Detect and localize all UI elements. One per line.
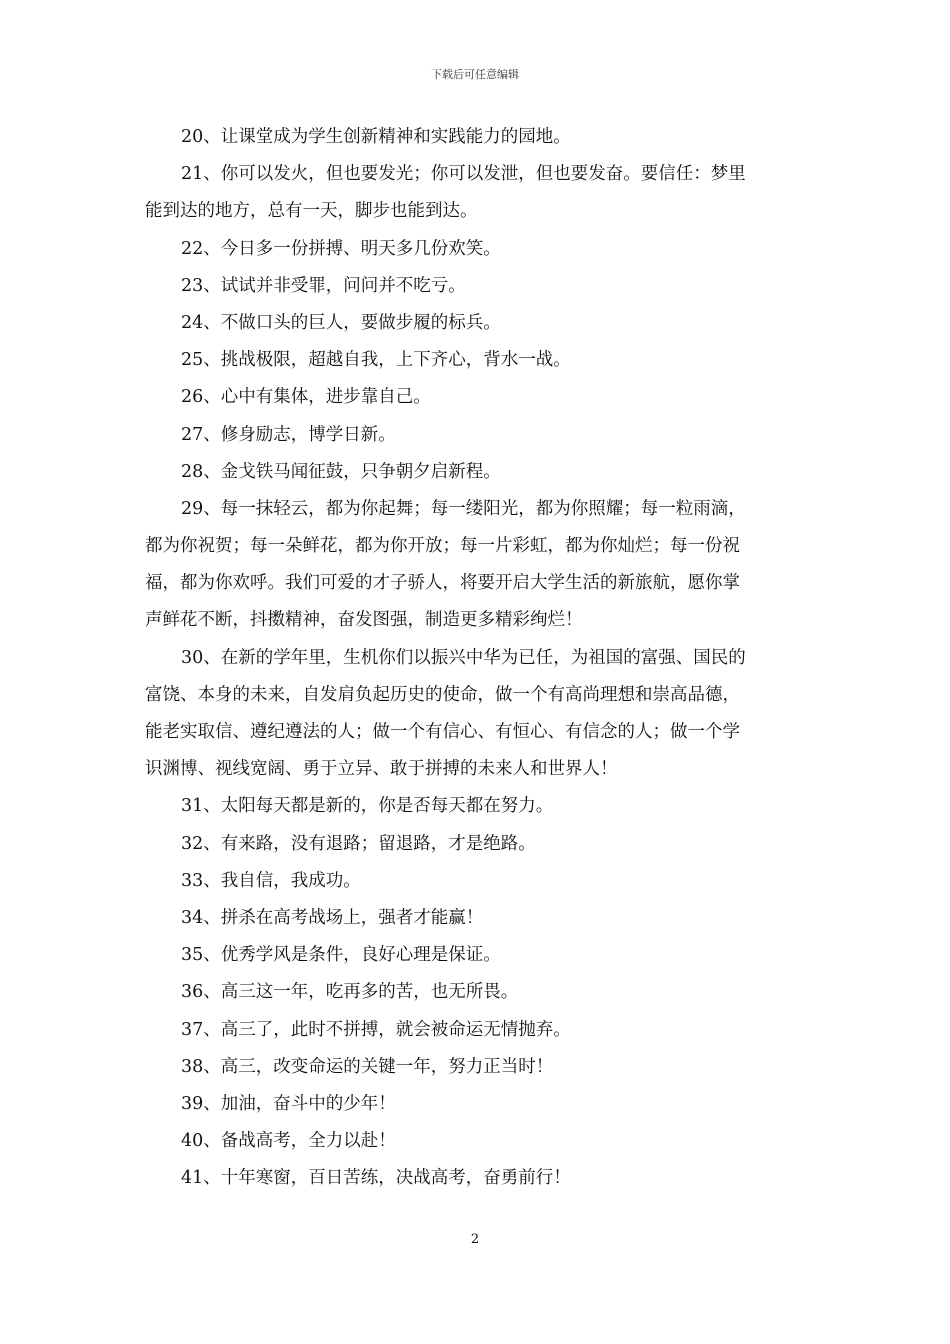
- paragraph: [145, 863, 815, 900]
- paragraph: [145, 305, 815, 342]
- page-header: 下载后可任意编辑: [431, 68, 519, 81]
- paragraph-line: 32、有来路，没有退路；留退路，才是绝路。: [181, 833, 536, 854]
- paragraph: [145, 491, 815, 640]
- paragraph: [145, 1086, 815, 1123]
- paragraph-line: 39、加油，奋斗中的少年！: [181, 1093, 396, 1114]
- paragraph: [145, 156, 815, 230]
- page-number: 2: [470, 1232, 480, 1247]
- paragraph-line: 21、你可以发火，但也要发光；你可以发泄，但也要发奋。要信任：梦里: [181, 164, 746, 185]
- paragraph-line: 29、每一抹轻云，都为你起舞；每一缕阳光，都为你照耀；每一粒雨滴，: [181, 498, 746, 519]
- paragraph: [145, 1012, 815, 1049]
- paragraph-line: 34、拼杀在高考战场上，强者才能赢！: [181, 907, 484, 928]
- paragraph-line: 26、心中有集体，进步靠自己。: [181, 387, 431, 408]
- paragraph-line: 22、今日多一份拼搏、明天多几份欢笑。: [181, 238, 501, 259]
- paragraph-line: 35、优秀学风是条件，良好心理是保证。: [181, 945, 501, 966]
- paragraph-line: 声鲜花不断，抖擞精神，奋发图强，制造更多精彩绚烂！: [145, 610, 583, 631]
- paragraph: [145, 342, 815, 379]
- paragraph-line: 23、试试并非受罪，问问并不吃亏。: [181, 275, 466, 296]
- paragraph: [145, 788, 815, 825]
- paragraph-line: 40、备战高考，全力以赴！: [181, 1131, 396, 1152]
- paragraph: [145, 1123, 815, 1160]
- paragraph: [145, 937, 815, 974]
- paragraph-line: 28、金戈铁马闻征鼓，只争朝夕启新程。: [181, 461, 501, 482]
- paragraph-line: 38、高三，改变命运的关键一年，努力正当时！: [181, 1056, 554, 1077]
- paragraph-line: 识渊博、视线宽阔、勇于立异、敢于拼搏的未来人和世界人！: [145, 759, 618, 780]
- paragraph-line: 30、在新的学年里，生机你们以振兴中华为已任，为祖国的富强、国民的: [181, 647, 746, 668]
- paragraph-line: 20、让课堂成为学生创新精神和实践能力的园地。: [181, 127, 571, 147]
- paragraph-line: 25、挑战极限，超越自我，上下齐心，背水一战。: [181, 350, 571, 371]
- paragraph-line: 福，都为你欢呼。我们可爱的才子骄人，将要开启大学生活的新旅航，愿你掌: [145, 573, 740, 594]
- paragraph: [145, 119, 815, 156]
- paragraph-line: 都为你祝贺；每一朵鲜花，都为你开放；每一片彩虹，都为你灿烂；每一份祝: [145, 536, 740, 557]
- paragraph: [145, 268, 815, 305]
- paragraph-line: 33、我自信，我成功。: [181, 870, 361, 891]
- paragraph: [145, 974, 815, 1011]
- paragraph-line: 能老实取信、遵纪遵法的人；做一个有信心、有恒心、有信念的人；做一个学: [145, 722, 740, 742]
- paragraph-line: 41、十年寒窗，百日苦练，决战高考，奋勇前行！: [181, 1168, 571, 1189]
- paragraph-line: 31、太阳每天都是新的，你是否每天都在努力。: [181, 796, 554, 817]
- paragraph-line: 能到达的地方，总有一天，脚步也能到达。: [145, 201, 478, 222]
- paragraph-line: 24、不做口头的巨人，要做步履的标兵。: [181, 312, 501, 333]
- document-body: [145, 119, 815, 1197]
- paragraph: [145, 417, 815, 454]
- paragraph: [145, 231, 815, 268]
- paragraph: [145, 826, 815, 863]
- paragraph-line: 37、高三了，此时不拼搏，就会被命运无情抛弃。: [181, 1019, 571, 1040]
- paragraph: [145, 454, 815, 491]
- paragraph: [145, 379, 815, 416]
- paragraph: [145, 1049, 815, 1086]
- paragraph: [145, 640, 815, 789]
- paragraph: [145, 1160, 815, 1197]
- paragraph-line: 27、修身励志，博学日新。: [181, 424, 396, 445]
- paragraph-line: 36、高三这一年，吃再多的苦，也无所畏。: [181, 982, 519, 1003]
- paragraph-line: 富饶、本身的未来，自发肩负起历史的使命，做一个有高尚理想和崇高品德，: [145, 684, 740, 705]
- paragraph: [145, 900, 815, 937]
